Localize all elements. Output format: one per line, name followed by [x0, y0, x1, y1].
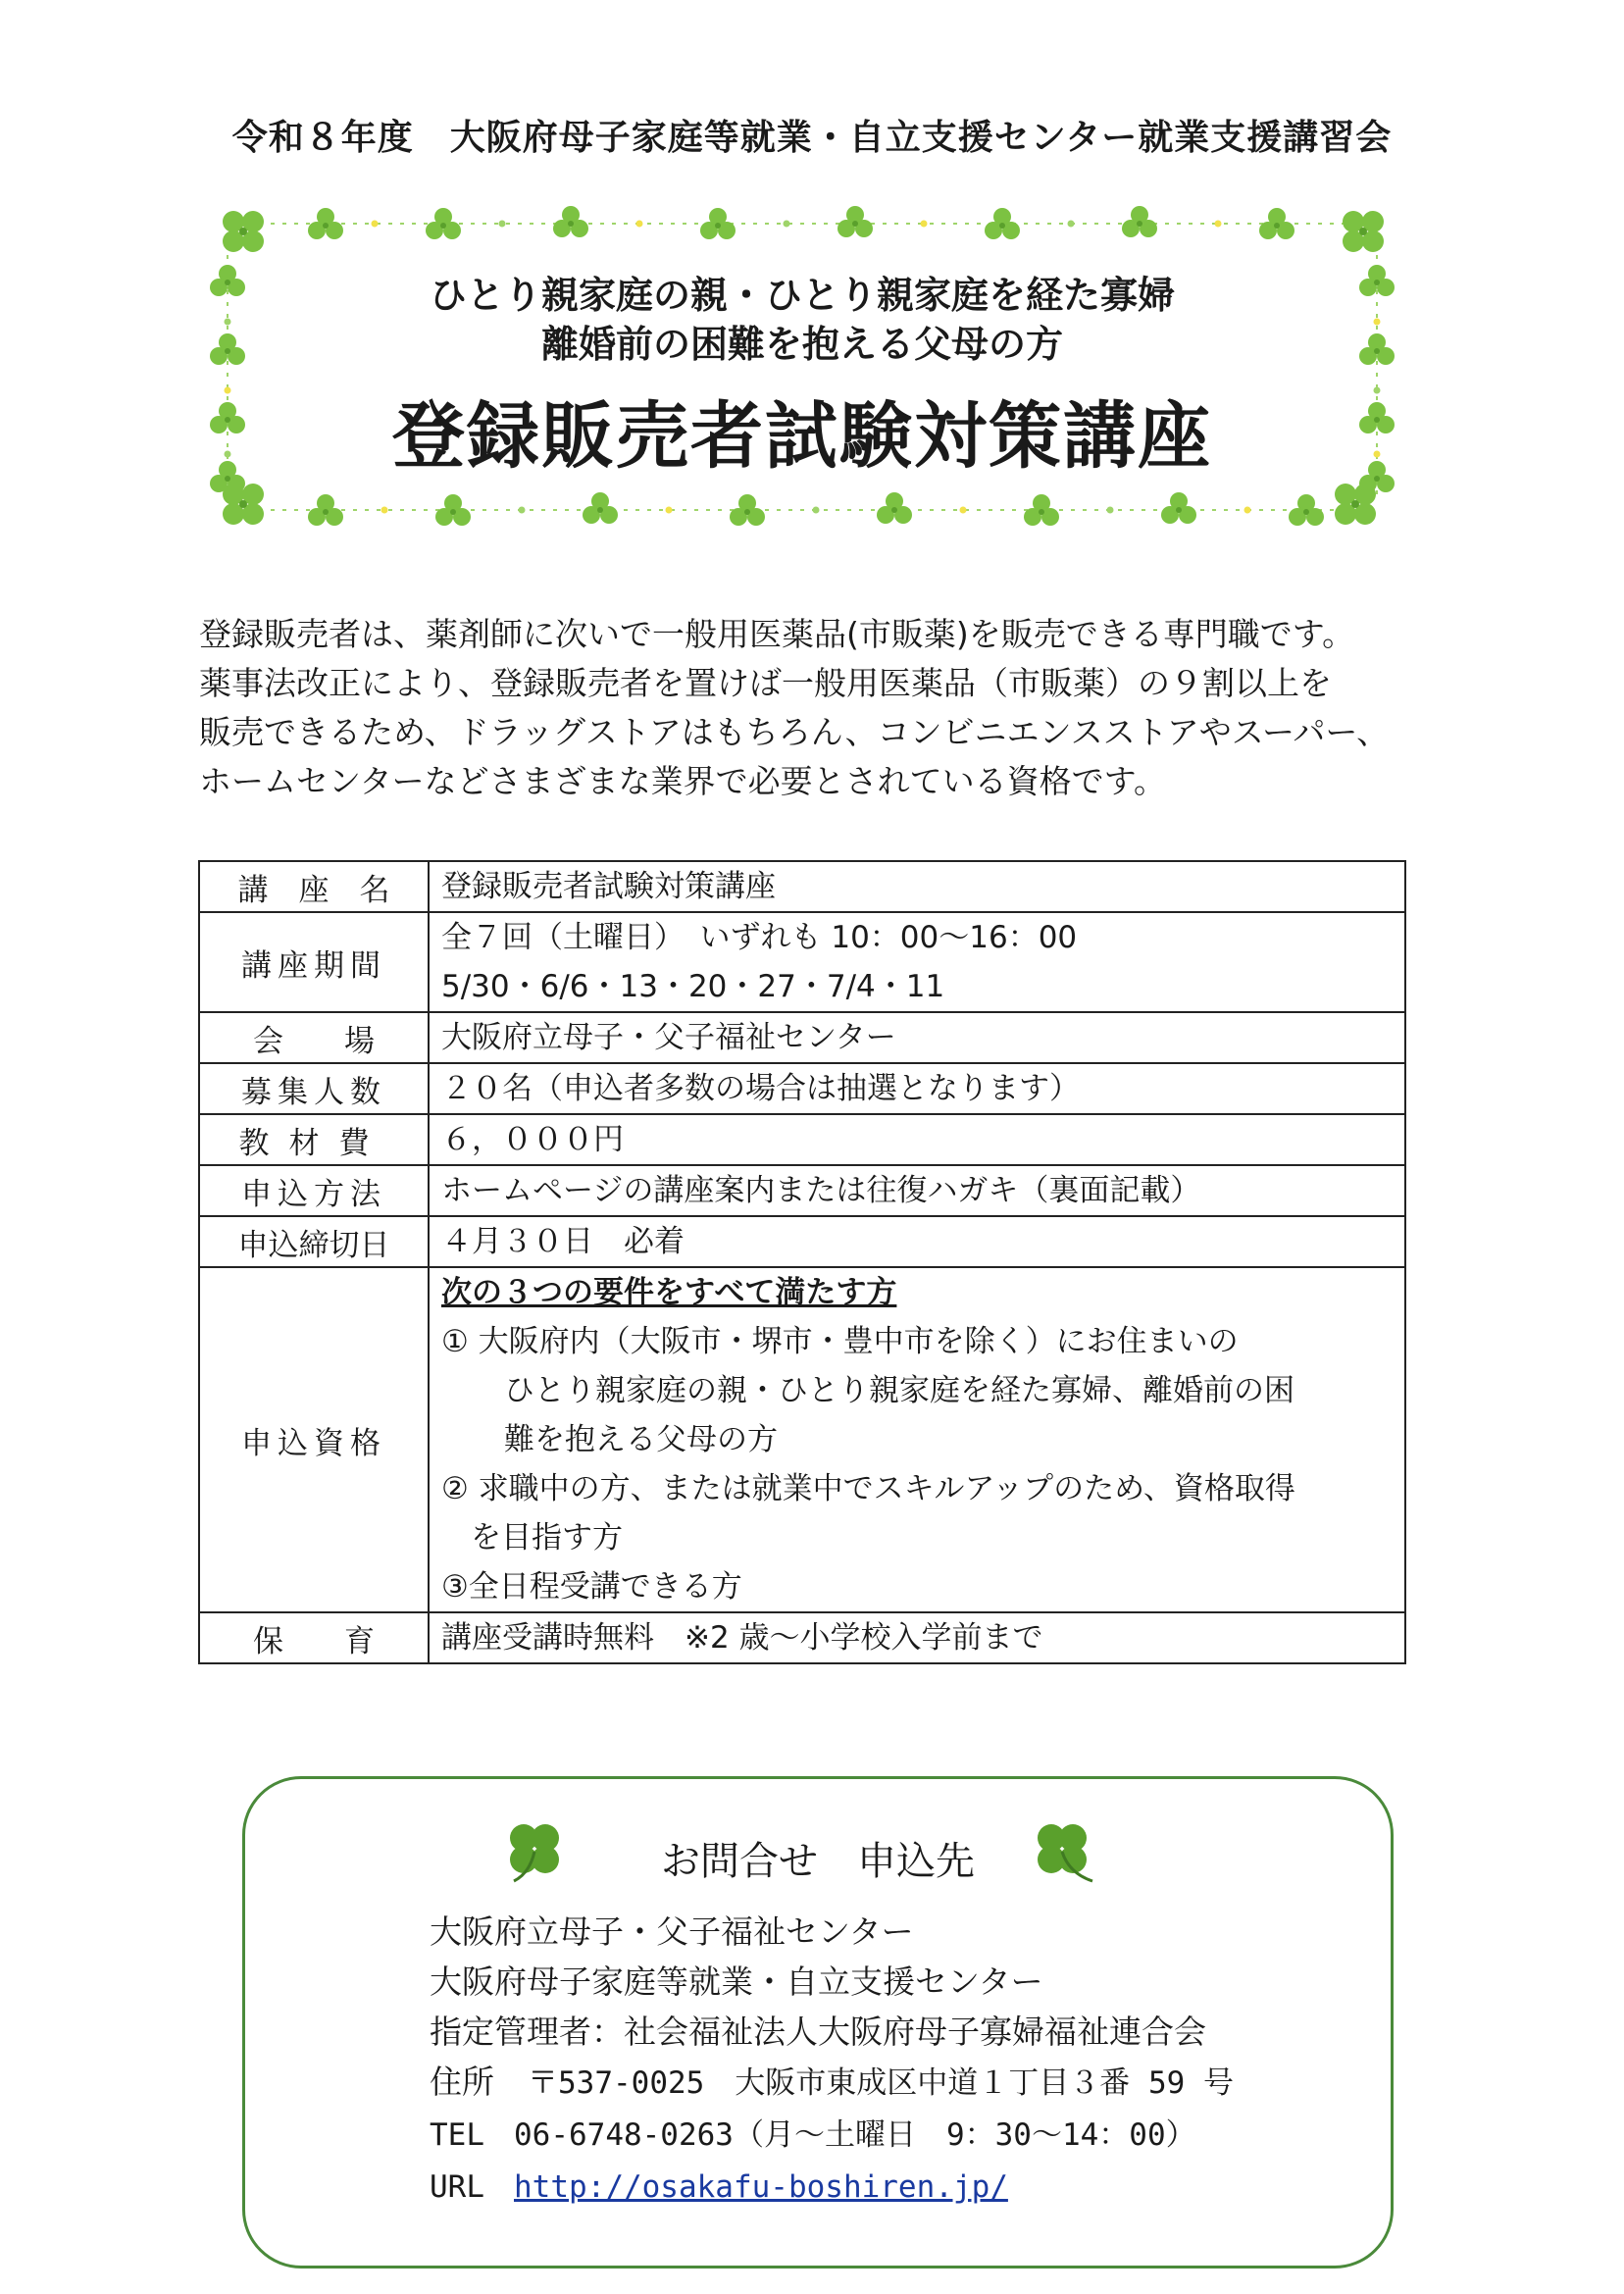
- clover-banner: [208, 204, 1396, 528]
- eligibility-item-3: ③全日程受講できる方: [441, 1569, 742, 1605]
- deadline-label: 申込締切日: [199, 1216, 429, 1267]
- table-row: [199, 1267, 1405, 1612]
- address-value: 〒537-0025 大阪市東成区中道１丁目３番 59 号: [528, 2065, 1234, 2101]
- course-name-value: 登録販売者試験対策講座: [429, 861, 1405, 912]
- contact-address: [430, 2057, 1234, 2109]
- application-method-label: 申込方法: [199, 1165, 429, 1216]
- contact-heading: お問合せ 申込先: [661, 1839, 975, 1884]
- venue-value: 大阪府立母子・父子福祉センター: [429, 1012, 1405, 1063]
- description-line: 薬事法改正により、登録販売者を置けば一般用医薬品（市販薬）の９割以上を: [199, 664, 1332, 702]
- eligibility-heading: 次の３つの要件をすべて満たす方: [441, 1275, 897, 1310]
- contact-box: [242, 1776, 1394, 2269]
- eligibility-label: 申込資格: [199, 1267, 429, 1612]
- eligibility-item-1: ① 大阪府内（大阪市・堺市・豊中市を除く）にお住まいの: [441, 1324, 1239, 1359]
- table-row: [199, 1612, 1405, 1663]
- table-row: [199, 1165, 1405, 1216]
- eligibility-item-1-cont: 難を抱える父母の方: [504, 1422, 778, 1457]
- deadline-value: ４月３０日 必着: [429, 1216, 1405, 1267]
- description-line: 登録販売者は、薬剤師に次いで一般用医薬品(市販薬)を販売できる専門職です。: [199, 615, 1355, 653]
- target-audience-line-2: 離婚前の困難を抱える父母の方: [540, 323, 1063, 366]
- table-row: [199, 1063, 1405, 1114]
- eligibility-item-2: ② 求職中の方、または就業中でスキルアップのため、資格取得: [441, 1471, 1295, 1506]
- eligibility-value: [429, 1267, 1405, 1612]
- description-line: ホームセンターなどさまざまな業界で必要とされている資格です。: [199, 762, 1167, 800]
- contact-facility-name: 大阪府立母子・父子福祉センター: [430, 1912, 914, 1951]
- course-period-dates: 5/30・6/6・13・20・27・7/4・11: [441, 969, 945, 1004]
- description-line: 販売できるため、ドラッグストアはもちろん、コンビニエンスストアやスーパー、: [199, 713, 1390, 751]
- contact-center-name: 大阪府母子家庭等就業・自立支援センター: [430, 1963, 1043, 2001]
- table-row: [199, 1114, 1405, 1165]
- contact-manager: 指定管理者：社会福祉法人大阪府母子寡婦福祉連合会: [430, 2013, 1206, 2051]
- contact-details: [430, 1907, 1234, 2213]
- url-label: URL: [430, 2169, 484, 2205]
- course-period-schedule: 全７回（土曜日） いずれも 10：00～16：00: [441, 920, 1078, 955]
- course-description: [199, 610, 1435, 806]
- venue-label: 会 場: [199, 1012, 429, 1063]
- childcare-label: 保 育: [199, 1612, 429, 1663]
- tel-label: TEL: [430, 2117, 484, 2153]
- table-row: [199, 912, 1405, 1012]
- capacity-value: ２０名（申込者多数の場合は抽選となります）: [429, 1063, 1405, 1114]
- tel-value: 06-6748-0263（月～土曜日 9：30～14：00）: [514, 2117, 1196, 2153]
- application-method-value: ホームページの講座案内または往復ハガキ（裏面記載）: [429, 1165, 1405, 1216]
- website-link[interactable]: http://osakafu-boshiren.jp/: [514, 2169, 1008, 2205]
- page-header-title: 令和８年度 大阪府母子家庭等就業・自立支援センター就業支援講習会: [231, 118, 1393, 158]
- eligibility-item-1-cont: ひとり親家庭の親・ひとり親家庭を経た寡婦、離婚前の困: [504, 1373, 1294, 1408]
- address-label: 住所: [430, 2063, 494, 2101]
- materials-fee-label: 教材費: [199, 1114, 429, 1165]
- capacity-label: 募集人数: [199, 1063, 429, 1114]
- eligibility-item-2-cont: を目指す方: [471, 1520, 623, 1555]
- materials-fee-value: ６，０００円: [429, 1114, 1405, 1165]
- contact-url: [430, 2161, 1234, 2213]
- target-audience-line-1: ひとり親家庭の親・ひとり親家庭を経た寡婦: [429, 274, 1175, 317]
- table-row: [199, 1216, 1405, 1267]
- course-period-label: 講座期間: [199, 912, 429, 1012]
- course-title: 登録販売者試験対策講座: [392, 394, 1212, 479]
- clover-icon: [1028, 1816, 1100, 1889]
- table-row: [199, 861, 1405, 912]
- childcare-value: 講座受講時無料 ※2 歳～小学校入学前まで: [429, 1612, 1405, 1663]
- course-info-table: [198, 860, 1406, 1664]
- contact-tel: [430, 2109, 1234, 2161]
- table-row: [199, 1012, 1405, 1063]
- course-period-value: [429, 912, 1405, 1012]
- course-name-label: 講 座 名: [199, 861, 429, 912]
